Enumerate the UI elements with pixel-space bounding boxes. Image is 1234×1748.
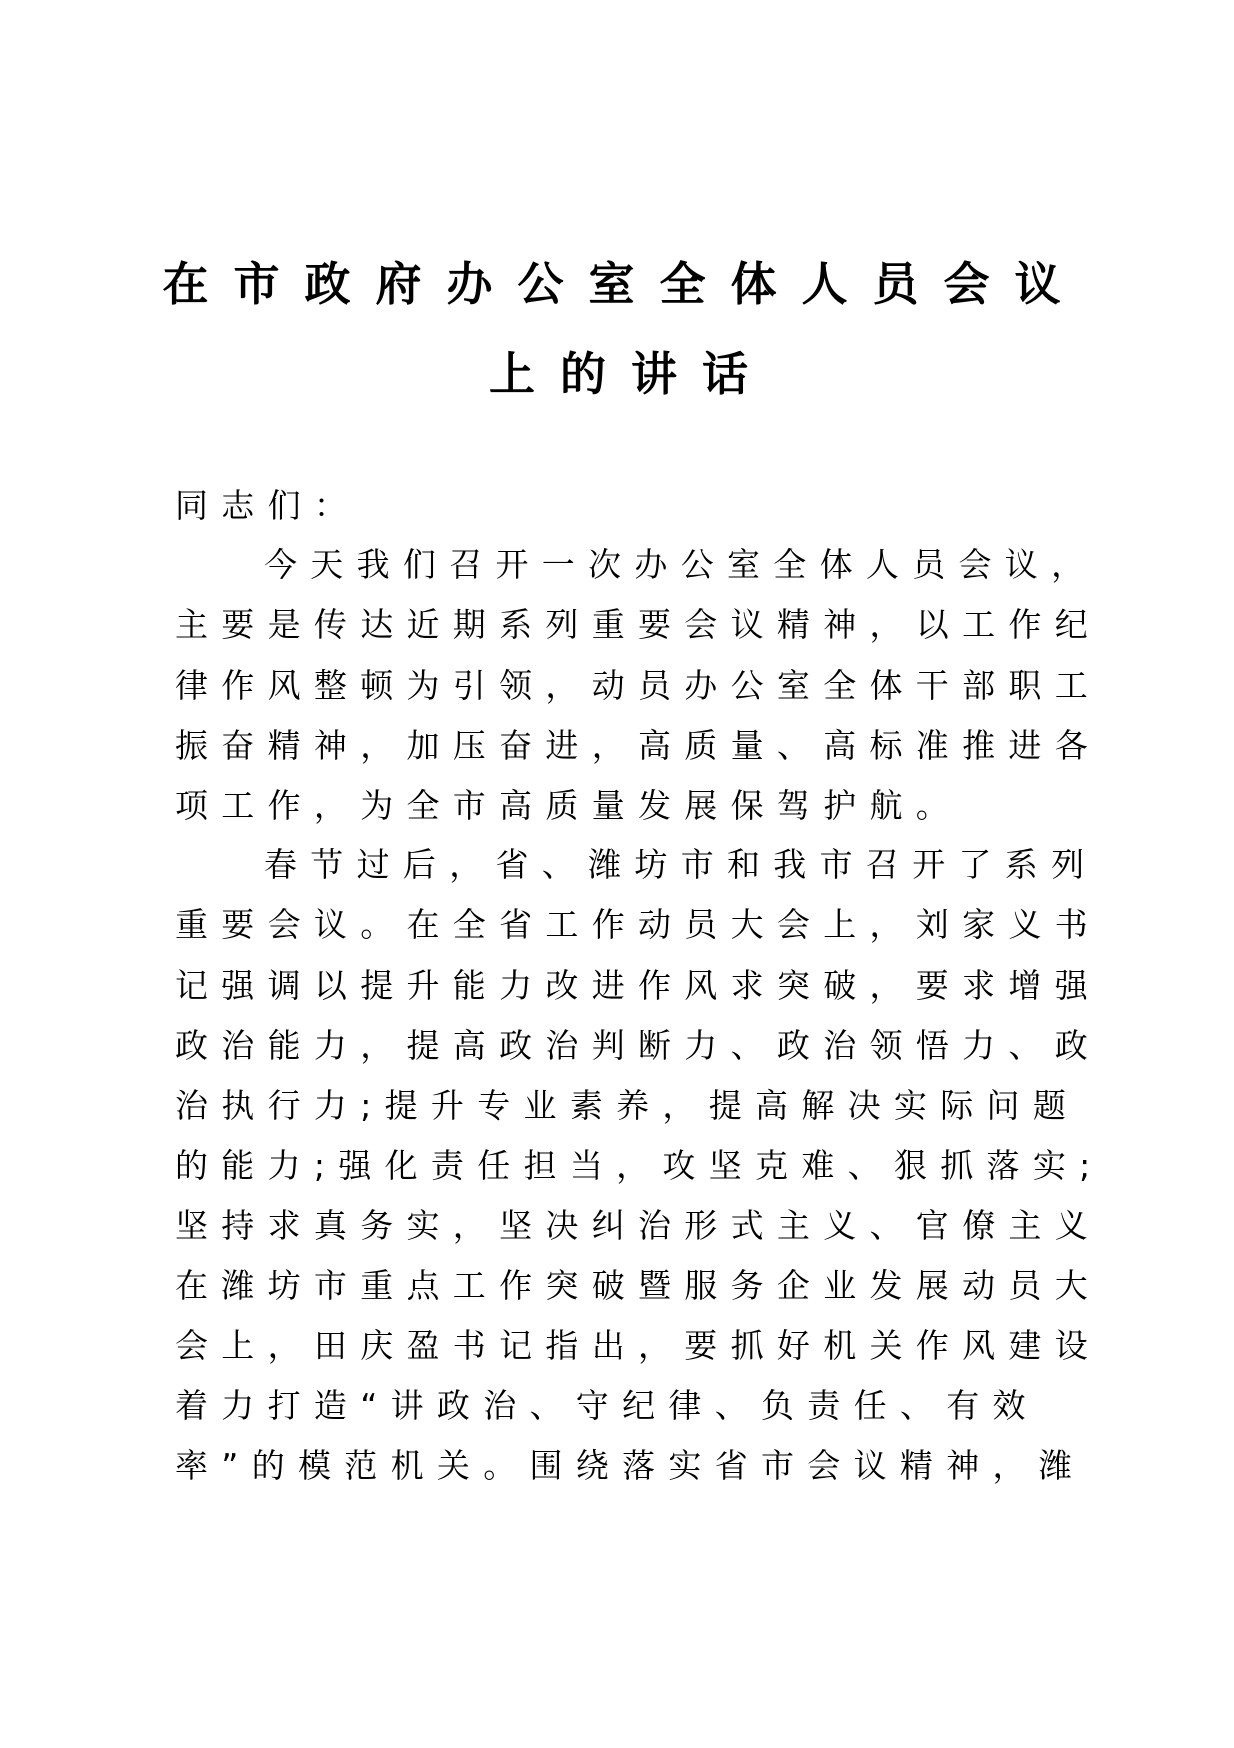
- paragraph-line: 率”的模范机关。围绕落实省市会议精神，潍: [175, 1446, 1086, 1485]
- paragraph-line: 今天我们召开一次办公室全体人员会议，: [264, 545, 1098, 584]
- document-title-line-1: 在市政府办公室全体人员会议: [162, 257, 1086, 311]
- paragraph-line: 春节过后，省、潍坊市和我市召开了系列: [264, 845, 1098, 884]
- paragraph-line: 会上，田庆盈书记指出，要抓好机关作风建设: [175, 1326, 1101, 1365]
- paragraph-line: 治执行力;提升专业素养，提高解决实际问题: [175, 1086, 1080, 1125]
- paragraph-line: 项工作，为全市高质量发展保驾护航。: [175, 786, 963, 825]
- salutation: 同志们：: [175, 486, 361, 525]
- paragraph-line: 重要会议。在全省工作动员大会上，刘家义书: [175, 905, 1101, 944]
- paragraph-line: 振奋精神，加压奋进，高质量、高标准推进各: [175, 726, 1101, 765]
- paragraph-line: 记强调以提升能力改进作风求突破，要求增强: [175, 966, 1101, 1005]
- paragraph-line: 在潍坊市重点工作突破暨服务企业发展动员大: [175, 1266, 1101, 1305]
- paragraph-line: 主要是传达近期系列重要会议精神，以工作纪: [175, 605, 1101, 644]
- paragraph-line: 政治能力，提高政治判断力、政治领悟力、政: [175, 1026, 1101, 1065]
- paragraph-line: 坚持求真务实，坚决纠治形式主义、官僚主义: [175, 1206, 1101, 1245]
- document-title-line-2: 上的讲话: [489, 347, 773, 401]
- paragraph-line: 的能力;强化责任担当，攻坚克难、狠抓落实;: [175, 1146, 1104, 1185]
- paragraph-line: 着力打造“讲政治、守纪律、负责任、有效: [175, 1386, 1039, 1425]
- paragraph-line: 律作风整顿为引领，动员办公室全体干部职工: [175, 666, 1101, 705]
